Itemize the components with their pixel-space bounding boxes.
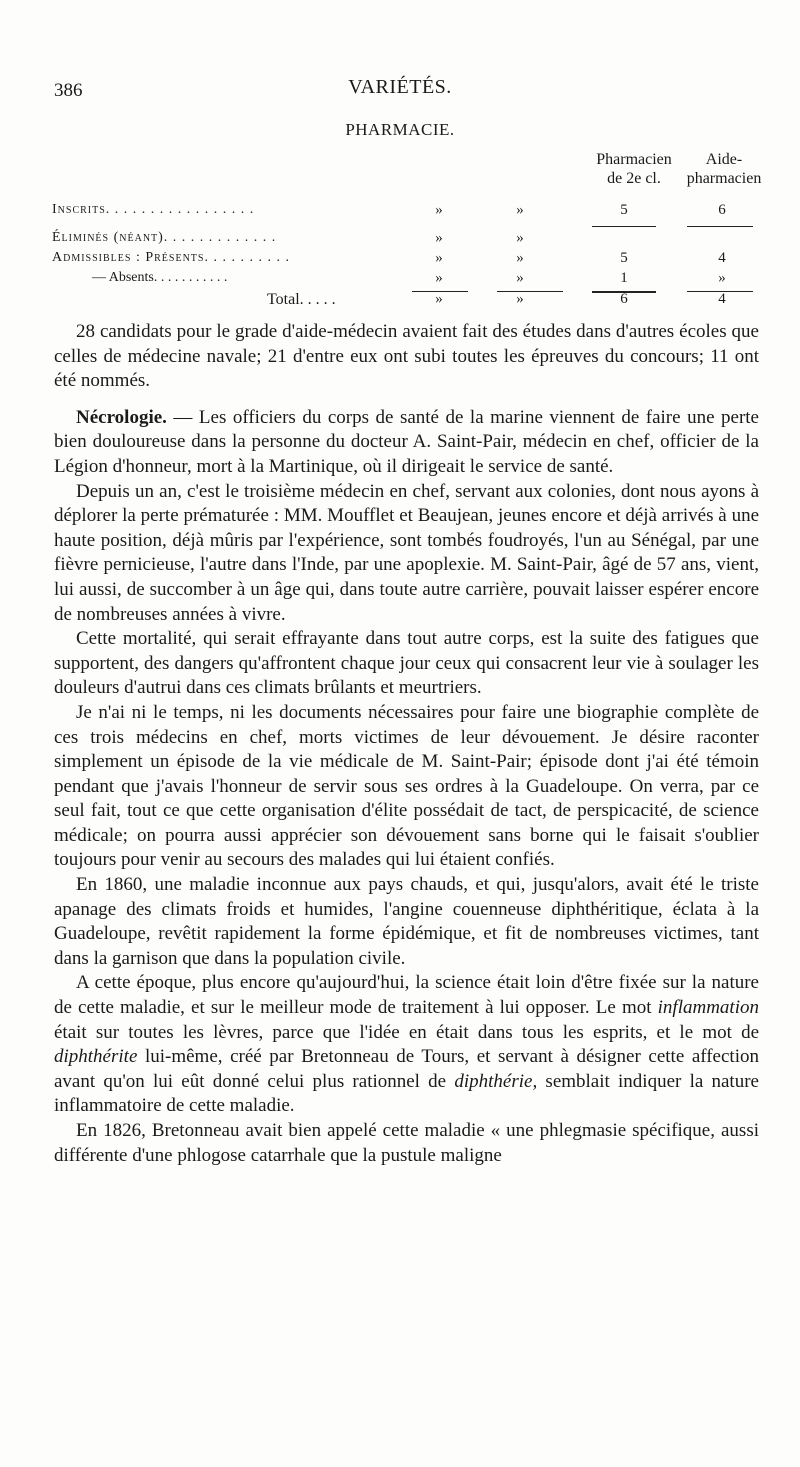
row-cell: 4 bbox=[718, 291, 726, 307]
table-row bbox=[52, 202, 757, 224]
row-cell: » bbox=[516, 230, 524, 246]
paragraph: En 1826, Bretonneau avait bien appelé cette maladie « une phlegmasie spécifique, aussi différente d'une phlogose catarrhale que la pustule maligne bbox=[54, 1120, 759, 1166]
paragraph-text: A cette époque, plus encore qu'aujourd'hui, la science était loin d'être fixée sur la nature de cette maladie, et sur le meilleur mode de traitement à lui opposer. Le mot bbox=[54, 972, 759, 1019]
row-cell: 6 bbox=[718, 202, 726, 218]
row-cell: 5 bbox=[620, 250, 628, 266]
section-title: PHARMACIE. bbox=[345, 120, 455, 139]
column-rule bbox=[592, 226, 656, 227]
column-header-line: de 2e cl. bbox=[607, 170, 661, 187]
table-row bbox=[52, 250, 757, 272]
row-cell: » bbox=[718, 270, 726, 286]
row-cell: » bbox=[516, 250, 524, 266]
column-header-line: Pharmacien bbox=[596, 151, 672, 168]
row-label: — Absents. . . . . . . . . . . bbox=[92, 270, 228, 285]
row-cell: » bbox=[435, 250, 443, 266]
paragraph-text: était sur toutes les lèvres, parce que l'idée en était dans tous les esprits, et le mot de bbox=[54, 1021, 759, 1043]
row-cell: 1 bbox=[620, 270, 628, 286]
row-cell: 6 bbox=[620, 291, 628, 307]
table-row-total bbox=[52, 291, 757, 313]
paragraph bbox=[54, 971, 759, 1119]
paragraph-text: — Les officiers du corps de santé de la marine viennent de faire une perte bien douloureuse dans la personne du docteur A. Saint-Pair, médecin en chef, officier de la Légion d'honneur, mort à la Martinique, où il dirigeait le service de santé. bbox=[54, 406, 759, 477]
paragraph bbox=[54, 406, 759, 480]
column-rule bbox=[687, 226, 753, 227]
row-cell: » bbox=[516, 270, 524, 286]
column-header-line: Aide- bbox=[705, 151, 743, 168]
row-label: Admissibles : Présents. . . . . . . . . . bbox=[52, 250, 290, 265]
row-cell: » bbox=[435, 230, 443, 246]
row-cell: » bbox=[435, 291, 443, 307]
column-header-pharmacien bbox=[574, 150, 694, 188]
running-head bbox=[0, 72, 800, 102]
row-cell: » bbox=[435, 270, 443, 286]
paragraph-text: lui-même, créé par Bretonneau de Tours, et servant à désigner cette affection avant qu'on lui eût donné celui plus rationnel de bbox=[54, 1046, 759, 1092]
table-row bbox=[52, 230, 757, 252]
italic-term: diphthérite bbox=[54, 1046, 138, 1068]
necrologie-heading: Nécrologie. bbox=[76, 406, 167, 428]
table-row bbox=[52, 270, 757, 292]
row-cell: 5 bbox=[620, 202, 628, 218]
italic-term: inflammation bbox=[657, 997, 759, 1019]
row-label: Inscrits. . . . . . . . . . . . . . . . . bbox=[52, 202, 255, 217]
column-header-line: pharmacien bbox=[686, 170, 762, 187]
running-title: VARIÉTÉS. bbox=[348, 76, 452, 98]
body-text bbox=[54, 320, 759, 1168]
row-cell: » bbox=[516, 291, 524, 307]
row-label: Total. . . . . bbox=[267, 291, 336, 308]
paragraph: 28 candidats pour le grade d'aide-médecin avaient fait des études dans d'autres écoles que celles de médecine navale; 21 d'entre eux ont subi toutes les épreuves du concours; 11 ont été nommés. bbox=[54, 321, 759, 392]
paragraph: Cette mortalité, qui serait effrayante dans tout autre corps, est la suite des fatigues que supportent, des dangers qu'affrontent chaque jour ceux qui consacrent leur vie à soulager les douleurs d'autrui dans ces climats brûlants et meurtriers. bbox=[54, 628, 759, 699]
row-cell: » bbox=[516, 202, 524, 218]
paragraph: En 1860, une maladie inconnue aux pays chauds, et qui, jusqu'alors, avait été le triste apanage des climats froids et humides, l'angine couenneuse diphthéritique, éclata à la Guadeloupe, revêtit rapidement la forme épidémique, et fit de nombreuses victimes, tant dans la garnison que dans la population civile. bbox=[54, 874, 759, 969]
page-number: 386 bbox=[54, 80, 83, 101]
column-header-aide-pharmacien bbox=[684, 150, 764, 188]
italic-term: diphthérie, bbox=[454, 1070, 538, 1092]
paragraph: Je n'ai ni le temps, ni les documents nécessaires pour faire une biographie complète de ces trois médecins en chef, morts victimes de leur dévouement. Je désire raconter simplement un épisode de la vie médicale de M. Saint-Pair; épisode dont j'ai été témoin pendant que j'avais l'honneur de servir sous ses ordres à la Guadeloupe. On verra, par ce seul fait, tout ce que cette organisation d'élite possédait de tact, de perspicacité, de science médicale; on pourra aussi apprécier son dévouement sans borne qui le faisait s'oublier toujours pour venir au secours des malades qui lui étaient confiés. bbox=[54, 701, 759, 871]
row-label: Éliminés (néant). . . . . . . . . . . . . bbox=[52, 230, 277, 245]
row-cell: » bbox=[435, 202, 443, 218]
paragraph: Depuis un an, c'est le troisième médecin en chef, servant aux colonies, dont nous ayons à déplorer la perte prématurée : MM. Moufflet et Beaujean, jeunes encore et déjà arrivés à une haute position, déjà mûris par l'expérience, sont tombés foudroyés, l'un au Sénégal, par une fièvre pernicieuse, l'autre dans l'Inde, par une apoplexie. M. Saint-Pair, âgé de 57 ans, vient, lui aussi, de succomber à un âge qui, dans toute autre carrière, pouvait laisser espérer encore de nombreuses années à vivre. bbox=[54, 480, 759, 625]
row-cell: 4 bbox=[718, 250, 726, 266]
paragraph-text: semblait indiquer la nature inflammatoire de cette maladie. bbox=[54, 1070, 759, 1117]
